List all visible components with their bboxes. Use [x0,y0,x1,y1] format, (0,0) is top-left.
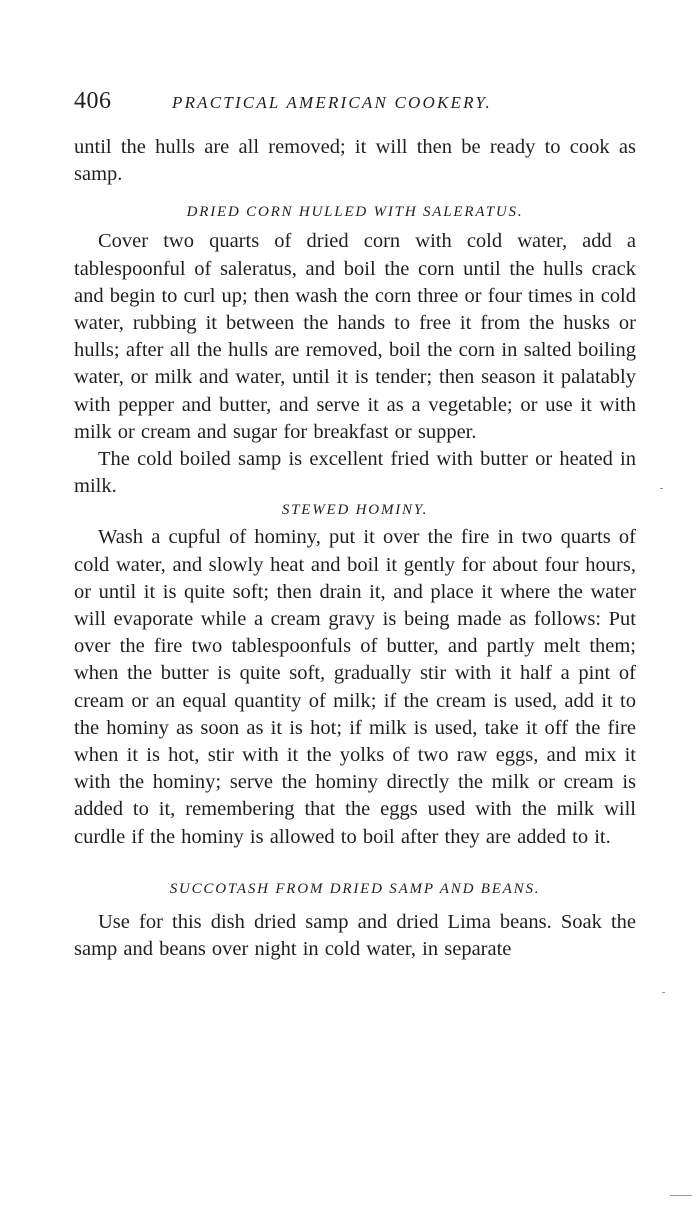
continuation-paragraph: until the hulls are all removed; it will then be ready to cook as samp. [74,136,636,186]
page-number: 406 [74,88,112,114]
section-heading-stewed-hominy: STEWED HOMINY. [281,502,429,519]
book-page [74,88,636,963]
margin-mark [670,1195,692,1196]
running-head [74,88,636,128]
paragraph-dried-corn: Cover two quarts of dried corn with cold water, add a tablespoonful of saleratus, and boil the corn until the hulls crack and begin to curl up; then wash the corn three or four times in cold water, rubbing it between the hands to free it from the husks or hulls; after all the hulls are removed, boil the corn in salted boiling water, or milk and water, until it is tender; then season it palatably with pepper and butter, and serve it as a vegetable; or use it with milk or cream and sugar for breakfast or supper. [74,230,636,443]
margin-mark [662,992,665,993]
section-heading-dried-corn: DRIED CORN HULLED WITH SALERATUS. [186,204,524,221]
margin-mark [660,488,663,489]
paragraph-succotash: Use for this dish dried samp and dried Lima beans. Soak the samp and beans over night in cold water, in separate [74,910,636,961]
paragraph-stewed-hominy: Wash a cupful of hominy, put it over the fire in two quarts of cold water, and slowly heat and boil it gently for about four hours, or until it is quite soft; then drain it, and place it where the water will evaporate while a cream gravy is being made as follows: Put over the fire two tablespoonfuls of butter, and partly melt them; when the butter is quite soft, gradually stir with it half a pint of cream or an equal quantity of milk; if the cream is used, add it to the hominy as soon as it is hot; if milk is used, take it off the fire when it is hot, stir with it the yolks of two raw eggs, and mix it with the hominy; serve the hominy directly the milk or cream is added to it, remembering that the eggs used with the milk will curdle if the hominy is allowed to boil after they are added to it. [74,526,636,848]
paragraph-cold-samp: The cold boiled samp is excellent fried with butter or heated in milk. [74,448,636,498]
running-title: PRACTICAL AMERICAN COOKERY. [172,93,492,112]
section-heading-succotash: SUCCOTASH FROM DRIED SAMP AND BEANS. [169,880,541,897]
